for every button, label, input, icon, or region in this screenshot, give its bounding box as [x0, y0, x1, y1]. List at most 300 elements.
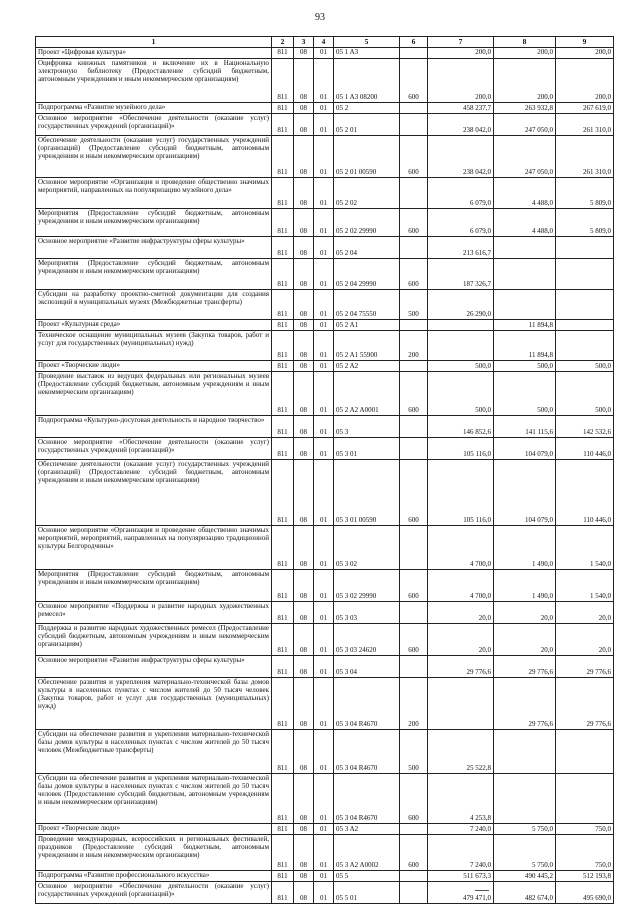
table-row: [36, 372, 614, 416]
expense-type-code: [400, 871, 428, 882]
amount-year-1: 4 253,8: [428, 774, 494, 824]
ministry-code: 811: [272, 774, 294, 824]
amount-year-1: 7 240,0: [428, 824, 494, 835]
amount-year-3: 500,0: [556, 372, 614, 416]
amount-year-1: 105 116,0: [428, 438, 494, 460]
ministry-code: 811: [272, 460, 294, 526]
target-article-code: 05 2 A1: [334, 320, 400, 331]
ministry-code: 811: [272, 320, 294, 331]
subsection-code: 01: [314, 678, 334, 730]
table-row: [36, 656, 614, 678]
amount-year-2: 1 490,0: [494, 526, 556, 570]
header-cell: 8: [494, 37, 556, 48]
amount-year-1: 511 673,3: [428, 871, 494, 882]
amount-year-1: 25 522,8: [428, 730, 494, 774]
subsection-code: 01: [314, 320, 334, 331]
section-code: 08: [294, 114, 314, 136]
amount-year-1: 479 471,0: [428, 882, 494, 904]
subsection-code: 01: [314, 656, 334, 678]
subsection-code: 01: [314, 438, 334, 460]
expense-type-code: [400, 882, 428, 904]
amount-year-1: 238 042,0: [428, 114, 494, 136]
target-article-code: 05 3: [334, 416, 400, 438]
amount-year-3: 200,0: [556, 48, 614, 59]
amount-year-3: 200,0: [556, 59, 614, 103]
expense-type-code: [400, 438, 428, 460]
amount-year-3: [556, 730, 614, 774]
row-name: Подпрограмма «Культурно-досуговая деятельность и народное творчество»: [36, 416, 272, 438]
amount-year-2: 247 050,0: [494, 136, 556, 178]
target-article-code: 05 3 04: [334, 656, 400, 678]
ministry-code: 811: [272, 416, 294, 438]
amount-year-3: 500,0: [556, 361, 614, 372]
amount-year-2: 141 115,6: [494, 416, 556, 438]
amount-year-2: [494, 730, 556, 774]
subsection-code: 01: [314, 103, 334, 114]
table-row: [36, 209, 614, 237]
section-code: 08: [294, 59, 314, 103]
subsection-code: 01: [314, 824, 334, 835]
table-row: [36, 460, 614, 526]
target-article-code: 05 2 02: [334, 178, 400, 209]
amount-year-1: 213 616,7: [428, 237, 494, 259]
section-code: 08: [294, 290, 314, 320]
expense-type-code: [400, 824, 428, 835]
ministry-code: 811: [272, 48, 294, 59]
section-code: 08: [294, 372, 314, 416]
expense-type-code: [400, 114, 428, 136]
target-article-code: 05 5: [334, 871, 400, 882]
section-code: 08: [294, 331, 314, 361]
ministry-code: 811: [272, 361, 294, 372]
section-code: 08: [294, 136, 314, 178]
expense-type-code: [400, 361, 428, 372]
row-name: Основное мероприятие «Развитие инфраструктуры сферы культуры»: [36, 237, 272, 259]
row-name: Основное мероприятие «Обеспечение деятельности (оказание услуг) государственных учреждений (организаций)»: [36, 114, 272, 136]
target-article-code: 05 3 03: [334, 602, 400, 624]
amount-year-1: 20,0: [428, 602, 494, 624]
row-name: Подпрограмма «Развитие профессионального искусства»: [36, 871, 272, 882]
target-article-code: 05 2 04 29990: [334, 259, 400, 290]
amount-year-2: 500,0: [494, 372, 556, 416]
subsection-code: 01: [314, 136, 334, 178]
target-article-code: 05 3 02: [334, 526, 400, 570]
amount-year-2: 247 050,0: [494, 114, 556, 136]
row-name: Техническое оснащение муниципальных музеев (Закупка товаров, работ и услуг для государственных (муниципальных) нужд): [36, 331, 272, 361]
ministry-code: 811: [272, 678, 294, 730]
amount-year-1: 187 326,7: [428, 259, 494, 290]
ministry-code: 811: [272, 103, 294, 114]
amount-year-1: 146 852,6: [428, 416, 494, 438]
section-code: 08: [294, 824, 314, 835]
expense-type-code: 600: [400, 136, 428, 178]
expense-type-code: 600: [400, 835, 428, 871]
row-name: Основное мероприятие «Развитие инфраструктуры сферы культуры»: [36, 656, 272, 678]
ministry-code: 811: [272, 178, 294, 209]
ministry-code: 811: [272, 290, 294, 320]
table-row: [36, 774, 614, 824]
expense-type-code: [400, 416, 428, 438]
amount-year-3: 495 690,0: [556, 882, 614, 904]
target-article-code: 05 3 04 R4670: [334, 730, 400, 774]
table-header-row: [36, 37, 614, 48]
expense-type-code: [400, 237, 428, 259]
amount-year-3: 29 776,6: [556, 656, 614, 678]
amount-year-3: 512 193,8: [556, 871, 614, 882]
ministry-code: 811: [272, 871, 294, 882]
ministry-code: 811: [272, 372, 294, 416]
target-article-code: 05 2 02 29990: [334, 209, 400, 237]
row-name: Основное мероприятие «Поддержка и развитие народных художественных ремесел»: [36, 602, 272, 624]
row-name: Обеспечение деятельности (оказание услуг) государственных учреждений (организаций) (Предоставление субсидий бюджетным, автономным учреждениям и иным некоммерческим организациям): [36, 460, 272, 526]
subsection-code: 01: [314, 290, 334, 320]
header-cell: 4: [314, 37, 334, 48]
row-name: Основное мероприятие «Обеспечение деятельности (оказание услуг) государственных учреждений (организаций)»: [36, 882, 272, 904]
section-code: 08: [294, 209, 314, 237]
expense-type-code: 600: [400, 372, 428, 416]
subsection-code: 01: [314, 882, 334, 904]
section-code: 08: [294, 730, 314, 774]
expense-type-code: 600: [400, 209, 428, 237]
amount-year-3: [556, 259, 614, 290]
amount-year-1: [428, 320, 494, 331]
amount-year-2: [494, 259, 556, 290]
amount-year-2: 1 490,0: [494, 570, 556, 602]
ministry-code: 811: [272, 209, 294, 237]
subsection-code: 01: [314, 48, 334, 59]
row-name: Мероприятия (Предоставление субсидий бюджетным, автономным учреждениям и иным некоммерческим организациям): [36, 259, 272, 290]
amount-year-1: 4 700,0: [428, 526, 494, 570]
amount-year-2: 29 776,6: [494, 656, 556, 678]
expense-type-code: [400, 320, 428, 331]
amount-year-2: 11 894,8: [494, 331, 556, 361]
amount-year-2: 20,0: [494, 624, 556, 656]
section-code: 08: [294, 624, 314, 656]
row-name: Субсидии на обеспечение развития и укрепления материально-технической базы домов культуры в населенных пунктах с числом жителей до 50 тысяч человек (Предоставление субсидий бюджетным, автономным учреждениям и иным некоммерческим организациям): [36, 774, 272, 824]
table-row: [36, 259, 614, 290]
table-row: [36, 602, 614, 624]
amount-year-2: 490 445,2: [494, 871, 556, 882]
row-name: Мероприятия (Предоставление субсидий бюджетным, автономным учреждениям и иным некоммерческим организациям): [36, 570, 272, 602]
row-name: Субсидии на обеспечение развития и укрепления материально-технической базы домов культуры в населенных пунктах с числом жителей до 50 тысяч человек (Межбюджетные трансферты): [36, 730, 272, 774]
target-article-code: 05 3 01 00590: [334, 460, 400, 526]
target-article-code: 05 2 A1 55900: [334, 331, 400, 361]
table-row: [36, 438, 614, 460]
subsection-code: 01: [314, 372, 334, 416]
ministry-code: 811: [272, 136, 294, 178]
header-cell: 5: [334, 37, 400, 48]
section-code: 08: [294, 835, 314, 871]
table-row: [36, 331, 614, 361]
row-name: Проект «Творческие люди»: [36, 824, 272, 835]
header-cell: 7: [428, 37, 494, 48]
table-row: [36, 871, 614, 882]
amount-year-2: 263 932,8: [494, 103, 556, 114]
section-code: 08: [294, 526, 314, 570]
row-name: Проект «Культурная среда»: [36, 320, 272, 331]
row-name: Проведение выставок из ведущих федеральных или региональных музеев (Предоставление субсидий бюджетным, автономным учреждениям и иным некоммерческим организациям): [36, 372, 272, 416]
target-article-code: 05 3 A2 A0002: [334, 835, 400, 871]
ministry-code: 811: [272, 237, 294, 259]
subsection-code: 01: [314, 331, 334, 361]
section-code: 08: [294, 774, 314, 824]
amount-year-3: 110 446,0: [556, 438, 614, 460]
table-row: [36, 178, 614, 209]
section-code: 08: [294, 320, 314, 331]
subsection-code: 01: [314, 602, 334, 624]
section-code: 08: [294, 438, 314, 460]
section-code: 08: [294, 259, 314, 290]
amount-year-1: 200,0: [428, 59, 494, 103]
amount-year-1: 458 237,7: [428, 103, 494, 114]
section-code: 08: [294, 882, 314, 904]
amount-year-3: 5 809,0: [556, 178, 614, 209]
expense-type-code: [400, 48, 428, 59]
section-code: 08: [294, 460, 314, 526]
table-row: [36, 136, 614, 178]
table-row: [36, 526, 614, 570]
amount-year-3: 750,0: [556, 824, 614, 835]
expense-type-code: 200: [400, 331, 428, 361]
target-article-code: 05 1 A3: [334, 48, 400, 59]
target-article-code: 05 2 A2: [334, 361, 400, 372]
row-name: Основное мероприятие «Обеспечение деятельности (оказание услуг) государственных учреждений (организаций)»: [36, 438, 272, 460]
amount-year-1: 200,0: [428, 48, 494, 59]
table-row: [36, 361, 614, 372]
amount-year-2: 5 750,0: [494, 824, 556, 835]
expense-type-code: 600: [400, 570, 428, 602]
section-code: 08: [294, 656, 314, 678]
table-row: [36, 678, 614, 730]
ministry-code: 811: [272, 882, 294, 904]
section-code: 08: [294, 570, 314, 602]
amount-year-2: 200,0: [494, 48, 556, 59]
expense-type-code: [400, 526, 428, 570]
target-article-code: 05 3 03 24620: [334, 624, 400, 656]
expense-type-code: 600: [400, 624, 428, 656]
header-cell: 3: [294, 37, 314, 48]
expense-type-code: [400, 178, 428, 209]
subsection-code: 01: [314, 835, 334, 871]
budget-table: [35, 36, 614, 904]
target-article-code: 05 3 01: [334, 438, 400, 460]
subsection-code: 01: [314, 460, 334, 526]
expense-type-code: [400, 103, 428, 114]
row-name: Обеспечение развития и укрепления материально-технической базы домов культуры в населенных пунктах с числом жителей до 50 тысяч человек (Закупка товаров, работ и услуг для государственных (муниципальных) нужд): [36, 678, 272, 730]
amount-year-3: 20,0: [556, 624, 614, 656]
section-code: 08: [294, 678, 314, 730]
subsection-code: 01: [314, 209, 334, 237]
row-name: Оцифровка книжных памятников и включение их в Национальную электронную библиотеку (Предоставление субсидий бюджетным, автономным учреждениям и иным некоммерческим организациям): [36, 59, 272, 103]
table-row: [36, 48, 614, 59]
subsection-code: 01: [314, 526, 334, 570]
expense-type-code: 500: [400, 730, 428, 774]
expense-type-code: 600: [400, 460, 428, 526]
amount-year-3: 110 446,0: [556, 460, 614, 526]
subsection-code: 01: [314, 361, 334, 372]
amount-year-1: 26 290,0: [428, 290, 494, 320]
page-number: 93: [315, 12, 325, 23]
target-article-code: 05 5 01: [334, 882, 400, 904]
subsection-code: 01: [314, 624, 334, 656]
section-code: 08: [294, 103, 314, 114]
expense-type-code: 600: [400, 774, 428, 824]
ministry-code: 811: [272, 114, 294, 136]
amount-year-3: [556, 320, 614, 331]
amount-year-3: 142 532,6: [556, 416, 614, 438]
target-article-code: 05 3 02 29990: [334, 570, 400, 602]
amount-year-2: 4 488,0: [494, 178, 556, 209]
amount-year-3: 261 310,0: [556, 136, 614, 178]
amount-year-2: 200,0: [494, 59, 556, 103]
target-article-code: 05 3 04 R4670: [334, 678, 400, 730]
subsection-code: 01: [314, 114, 334, 136]
ministry-code: 811: [272, 59, 294, 103]
amount-year-1: [428, 331, 494, 361]
amount-year-3: 261 310,0: [556, 114, 614, 136]
amount-year-2: 104 079,0: [494, 438, 556, 460]
section-code: 08: [294, 602, 314, 624]
ministry-code: 811: [272, 835, 294, 871]
table-row: [36, 835, 614, 871]
amount-year-2: [494, 237, 556, 259]
subsection-code: 01: [314, 416, 334, 438]
target-article-code: 05 2 04: [334, 237, 400, 259]
row-name: Основное мероприятие «Организация и проведение общественно значимых мероприятий, направленных на популяризацию музейного дела»: [36, 178, 272, 209]
amount-year-1: 500,0: [428, 372, 494, 416]
amount-year-1: 238 042,0: [428, 136, 494, 178]
amount-year-3: 1 540,0: [556, 526, 614, 570]
subsection-code: 01: [314, 259, 334, 290]
amount-year-2: 11 894,8: [494, 320, 556, 331]
target-article-code: 05 2 01: [334, 114, 400, 136]
amount-year-2: 20,0: [494, 602, 556, 624]
ministry-code: 811: [272, 526, 294, 570]
amount-year-2: 500,0: [494, 361, 556, 372]
target-article-code: 05 2 04 75550: [334, 290, 400, 320]
amount-year-1: 20,0: [428, 624, 494, 656]
amount-year-2: 104 079,0: [494, 460, 556, 526]
expense-type-code: 600: [400, 59, 428, 103]
amount-year-2: 29 776,6: [494, 678, 556, 730]
header-cell: 2: [272, 37, 294, 48]
amount-year-1: 29 776,6: [428, 656, 494, 678]
table-row: [36, 237, 614, 259]
subsection-code: 01: [314, 237, 334, 259]
table-row: [36, 320, 614, 331]
amount-year-2: 4 488,0: [494, 209, 556, 237]
table-row: [36, 290, 614, 320]
amount-year-1: 105 116,0: [428, 460, 494, 526]
ministry-code: 811: [272, 331, 294, 361]
ministry-code: 811: [272, 570, 294, 602]
amount-year-1: 500,0: [428, 361, 494, 372]
expense-type-code: 500: [400, 290, 428, 320]
table-row: [36, 882, 614, 904]
expense-type-code: 600: [400, 259, 428, 290]
amount-year-2: 5 750,0: [494, 835, 556, 871]
row-name: Обеспечение деятельности (оказание услуг) государственных учреждений (организаций) (Предоставление субсидий бюджетным, автономным учреждениям и иным некоммерческим организациям): [36, 136, 272, 178]
row-name: Поддержка и развитие народных художественных ремесел (Предоставление субсидий бюджетным, автономным учреждениям и иным некоммерческим организациям): [36, 624, 272, 656]
ministry-code: 811: [272, 259, 294, 290]
amount-year-3: [556, 237, 614, 259]
ministry-code: 811: [272, 602, 294, 624]
subsection-code: 01: [314, 774, 334, 824]
section-code: 08: [294, 48, 314, 59]
row-name: Субсидии на разработку проектно-сметной документации для создания экспозиций в муниципальных музеях (Межбюджетные трансферты): [36, 290, 272, 320]
target-article-code: 05 2 01 00590: [334, 136, 400, 178]
target-article-code: 05 3 A2: [334, 824, 400, 835]
amount-year-3: [556, 774, 614, 824]
target-article-code: 05 1 A3 08200: [334, 59, 400, 103]
ministry-code: 811: [272, 656, 294, 678]
row-name: Проект «Творческие люди»: [36, 361, 272, 372]
section-code: 08: [294, 416, 314, 438]
subsection-code: 01: [314, 59, 334, 103]
table-row: [36, 824, 614, 835]
ministry-code: 811: [272, 438, 294, 460]
amount-year-3: [556, 290, 614, 320]
amount-year-2: [494, 290, 556, 320]
table-row: [36, 59, 614, 103]
row-name: Подпрограмма «Развитие музейного дела»: [36, 103, 272, 114]
subsection-code: 01: [314, 570, 334, 602]
amount-year-3: 267 619,0: [556, 103, 614, 114]
amount-year-1: 7 240,0: [428, 835, 494, 871]
table-row: [36, 730, 614, 774]
amount-year-1: 6 079,0: [428, 178, 494, 209]
header-cell: 6: [400, 37, 428, 48]
table-row: [36, 416, 614, 438]
amount-year-1: 6 079,0: [428, 209, 494, 237]
header-cell: 1: [36, 37, 272, 48]
amount-year-2: 482 674,0: [494, 882, 556, 904]
table-row: [36, 624, 614, 656]
section-code: 08: [294, 361, 314, 372]
table-row: [36, 103, 614, 114]
table-row: [36, 114, 614, 136]
amount-year-2: [494, 774, 556, 824]
header-cell: 9: [556, 37, 614, 48]
amount-year-1: [428, 678, 494, 730]
amount-year-3: 5 809,0: [556, 209, 614, 237]
row-name: Основное мероприятие «Организация и проведение общественно значимых мероприятий, мероприятий, направленных на популяризацию традиционной культуры Белгородчины»: [36, 526, 272, 570]
amount-year-1: 4 700,0: [428, 570, 494, 602]
section-code: 08: [294, 871, 314, 882]
row-name: Проведение международных, всероссийских и региональных фестивалей, праздников (Предоставление субсидий бюджетным, автономным учреждениям и иным некоммерческим организациям): [36, 835, 272, 871]
target-article-code: 05 2: [334, 103, 400, 114]
ministry-code: 811: [272, 624, 294, 656]
amount-year-3: [556, 331, 614, 361]
expense-type-code: [400, 656, 428, 678]
ministry-code: 811: [272, 824, 294, 835]
ministry-code: 811: [272, 730, 294, 774]
subsection-code: 01: [314, 178, 334, 209]
row-name: Мероприятия (Предоставление субсидий бюджетным, автономным учреждениям и иным некоммерческим организациям): [36, 209, 272, 237]
expense-type-code: [400, 602, 428, 624]
section-code: 08: [294, 237, 314, 259]
target-article-code: 05 3 04 R4670: [334, 774, 400, 824]
table-row: [36, 570, 614, 602]
expense-type-code: 200: [400, 678, 428, 730]
amount-year-3: 1 540,0: [556, 570, 614, 602]
subsection-code: 01: [314, 871, 334, 882]
amount-year-3: 750,0: [556, 835, 614, 871]
footer-mark: [475, 890, 489, 891]
row-name: Проект «Цифровая культура»: [36, 48, 272, 59]
amount-year-3: 29 776,6: [556, 678, 614, 730]
section-code: 08: [294, 178, 314, 209]
